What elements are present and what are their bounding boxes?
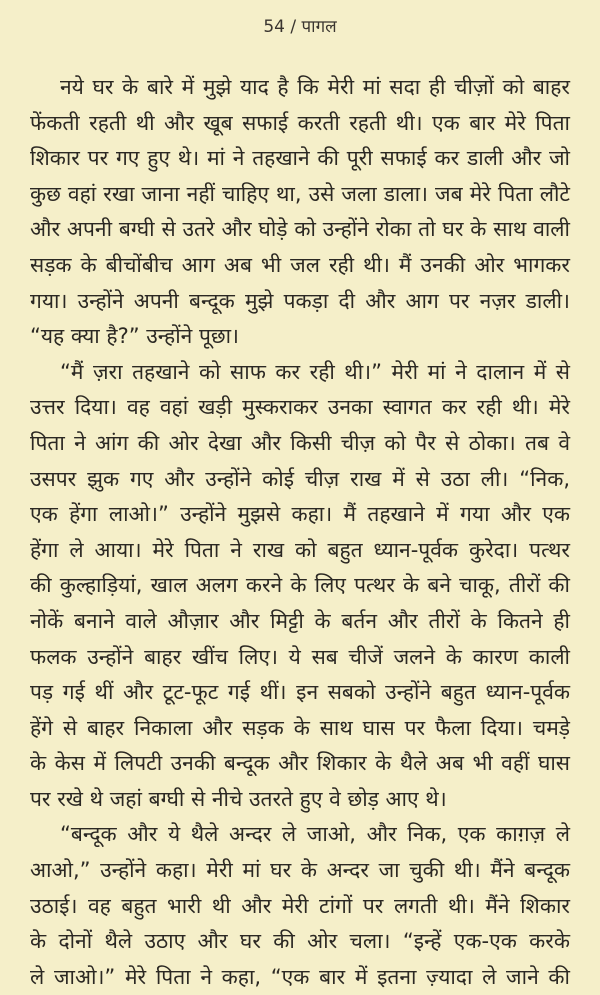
text-line: के दोनों थैले उठाए और घर की ओर चला। “इन्हें एक-एक करके — [30, 929, 570, 954]
text-line: पिता ने आंग की ओर देखा और किसी चीज़ को पैर से ठोका। तब वे — [30, 430, 570, 455]
text-line: की कुल्हाड़ियां, खाल अलग करने के लिए पत्थर के बने चाकू, तीरों की — [30, 573, 570, 598]
text-line: शिकार पर गए हुए थे। मां ने तहखाने की पूरी सफाई कर डाली और जो — [30, 146, 570, 171]
text-line: उत्तर दिया। वह वहां खड़ी मुस्कराकर उनका स्वागत कर रही थी। मेरे — [30, 395, 570, 420]
book-title: पागल — [301, 17, 337, 37]
text-line: आओ,” उन्होंने कहा। मेरी मां घर के अन्दर जा चुकी थी। मैंने बन्दूक — [30, 858, 570, 883]
text-line: गया। उन्होंने अपनी बन्दूक मुझे पकड़ा दी और आग पर नज़र डाली। — [30, 288, 570, 313]
text-line: “मैं ज़रा तहखाने को साफ कर रही थी।” मेरी मां ने दालान में से — [60, 359, 570, 384]
text-line: फेंकती रहती थी और खूब सफाई करती रहती थी। एक बार मेरे पिता — [30, 110, 570, 135]
page-body-text — [30, 70, 570, 995]
text-line: हेंगा ले आया। मेरे पिता ने राख को बहुत ध्यान-पूर्वक कुरेदा। पत्थर — [30, 537, 570, 562]
header-separator: / — [290, 17, 297, 37]
text-line: ले जाओ।” मेरे पिता ने कहा, “एक बार में इतना ज़्यादा ले जाने की — [30, 964, 570, 989]
text-line: हेंगे से बाहर निकाला और सड़क के साथ घास पर फैला दिया। चमड़े — [30, 715, 570, 740]
text-line: “बन्दूक और ये थैले अन्दर ले जाओ, और निक, एक काग़ज़ ले — [60, 822, 570, 847]
text-line: नये घर के बारे में मुझे याद है कि मेरी मां सदा ही चीज़ों को बाहर — [60, 75, 570, 99]
page-number: 54 — [263, 17, 285, 37]
text-line: कुछ वहां रखा जाना नहीं चाहिए था, उसे जला डाला। जब मेरे पिता लौटे — [30, 181, 570, 206]
text-line: फलक उन्होंने बाहर खींच लिए। ये सब चीजें जलने के कारण काली — [30, 644, 570, 669]
text-line: पड़ गई थीं और टूट-फूट गई थीं। इन सबको उन्होंने बहुत ध्यान-पूर्वक — [30, 680, 570, 705]
text-line: एक हेंगा लाओ।” उन्होंने मुझसे कहा। मैं तहखाने में गया और एक — [30, 502, 570, 527]
text-line: नोकें बनाने वाले औज़ार और मिट्टी के बर्तन और तीरों के कितने ही — [30, 608, 570, 633]
text-line: और अपनी बग्घी से उतरे और घोड़े को उन्होंने रोका तो घर के साथ वाली — [30, 217, 570, 242]
text-line: सड़क के बीचोंबीच आग अब भी जल रही थी। मैं उनकी ओर भागकर — [30, 252, 570, 277]
text-line: “यह क्या है?” उन्होंने पूछा। — [30, 324, 240, 349]
text-line: पर रखे थे जहां बग्घी से नीचे उतरते हुए वे छोड़ आए थे। — [30, 786, 447, 811]
text-line: उठाई। वह बहुत भारी थी और मेरी टांगों पर लगती थी। मैंने शिकार — [30, 893, 570, 918]
text-line: के केस में लिपटी उनकी बन्दूक और शिकार के थैले अब भी वहीं घास — [30, 751, 570, 776]
running-header — [0, 14, 600, 37]
text-line: उसपर झुक गए और उन्होंने कोई चीज़ राख में से उठा ली। “निक, — [30, 466, 570, 491]
